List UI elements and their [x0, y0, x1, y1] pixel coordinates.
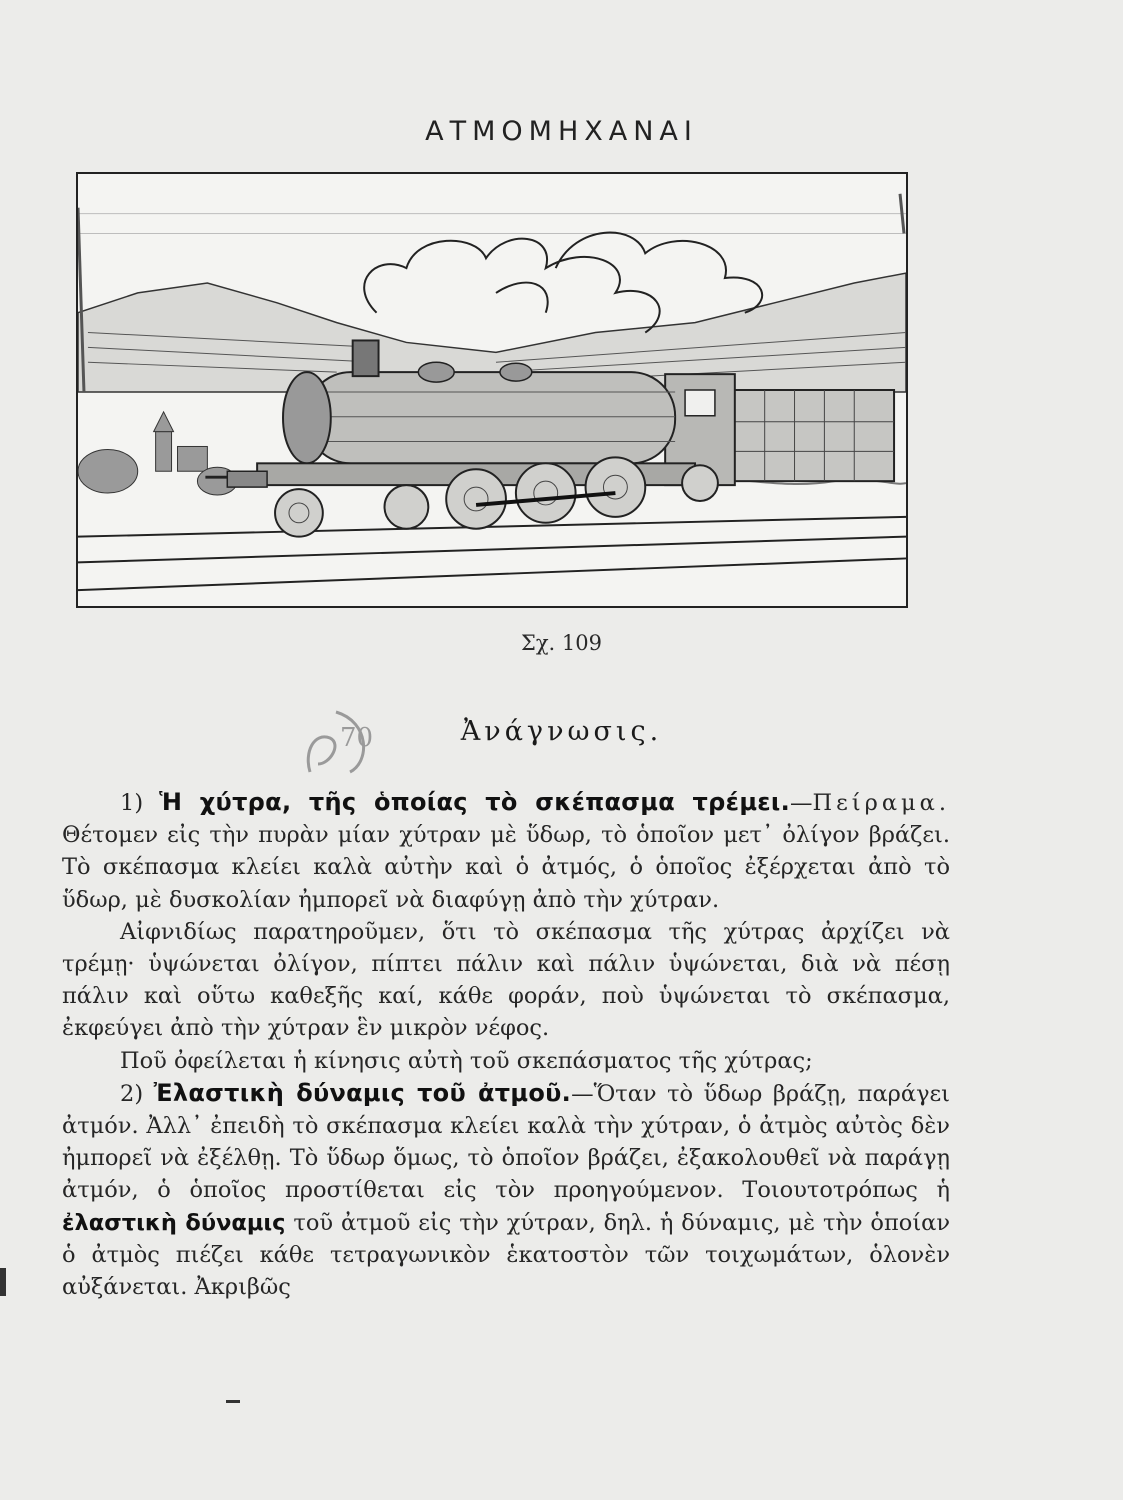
- paragraph-3-text: Ποῦ ὀφείλεται ἡ κίνησις αὐτὴ τοῦ σκεπάσματος τῆς χύτρας;: [120, 1047, 813, 1074]
- locomotive-illustration: [76, 172, 908, 608]
- paragraph-1-dash: —: [790, 790, 813, 816]
- body-text: [62, 786, 950, 1303]
- paragraph-1-heading: Ἡ χύτρα, τῆς ὁποίας τὸ σκέπασμα τρέμει.: [159, 788, 791, 816]
- paragraph-4-heading: Ἐλαστικὴ δύναμις τοῦ ἀτμοῦ.: [153, 1078, 572, 1107]
- locomotive-engraving: [78, 174, 906, 606]
- paragraph-3: [62, 1045, 950, 1077]
- margin-mark: [0, 1268, 6, 1296]
- paragraph-2: [62, 916, 950, 1045]
- section-heading: Ἀνάγνωσις.: [460, 716, 663, 747]
- paragraph-4-text-b: τοῦ ἀτμοῦ εἰς τὴν χύτραν, δηλ. ἡ δύναμις, μὲ τὴν ὁποίαν ὁ ἀτμὸς πιέζει κάθε τετραγωνικὸν ἑκατοστὸν τῶν τοιχωμάτων, ὁλονὲν αὐξάνεται. Ἀκριβῶς: [62, 1209, 951, 1301]
- paragraph-1-label: Πείραμα.: [812, 790, 951, 816]
- paragraph-4-dash: —: [571, 1080, 594, 1107]
- paragraph-4: [62, 1077, 950, 1303]
- running-title: ΑΤΜΟΜΗΧΑΝΑΙ: [425, 116, 698, 147]
- paragraph-1-text: Θέτομεν εἰς τὴν πυρὰν μίαν χύτραν μὲ ὕδωρ, τὸ ὁποῖον μετ᾽ ὀλίγον βράζει. Τὸ σκέπασμα κλείει καλὰ αὐτὴν καὶ ὁ ἀτμός, ὁ ὁποῖος ἐξέρχεται ἀπὸ τὸ ὕδωρ, μὲ δυσκολίαν ἠμπορεῖ νὰ διαφύγῃ ἀπὸ τὴν χύτραν.: [62, 822, 950, 913]
- paragraph-4-inline-bold: ἐλαστικὴ δύναμις: [62, 1209, 286, 1236]
- paragraph-2-text: Αἰφνιδίως παρατηροῦμεν, ὅτι τὸ σκέπασμα τῆς χύτρας ἀρχίζει νὰ τρέμῃ· ὑψώνεται ὀλίγον, πίπτει πάλιν καὶ πάλιν ὑψώνεται, διὰ νὰ πέσῃ πάλιν καὶ οὕτω καθεξῆς καί, κάθε φοράν, ποὺ ὑψώνεται τὸ σκέπασμα, ἐκφεύγει ἀπὸ τὴν χύτραν ἓν μικρὸν νέφος.: [62, 918, 950, 1042]
- paragraph-4-number: 2): [120, 1080, 144, 1107]
- bottom-dash: [226, 1400, 240, 1403]
- annotation-text: 70: [340, 723, 374, 753]
- paragraph-1: [62, 786, 950, 916]
- paragraph-1-number: 1): [120, 790, 144, 816]
- figure-caption: Σχ. 109: [520, 631, 602, 655]
- paragraph-4-text-a: Ὅταν τὸ ὕδωρ βράζῃ, παράγει ἀτμόν. Ἀλλ᾽ ἐπειδὴ τὸ σκέπασμα κλείει καλὰ τὴν χύτραν, ὁ ἀτμὸς αὐτὸς δὲν ἠμπορεῖ νὰ ἐξέλθῃ. Τὸ ὕδωρ ὅμως, τὸ ὁποῖον βράζει, ἐξακολουθεῖ νὰ παράγῃ ἀτμόν, ὁ ὁποῖος προστίθεται εἰς τὸν προηγούμενον. Τοιουτοτρόπως ἡ: [62, 1080, 950, 1204]
